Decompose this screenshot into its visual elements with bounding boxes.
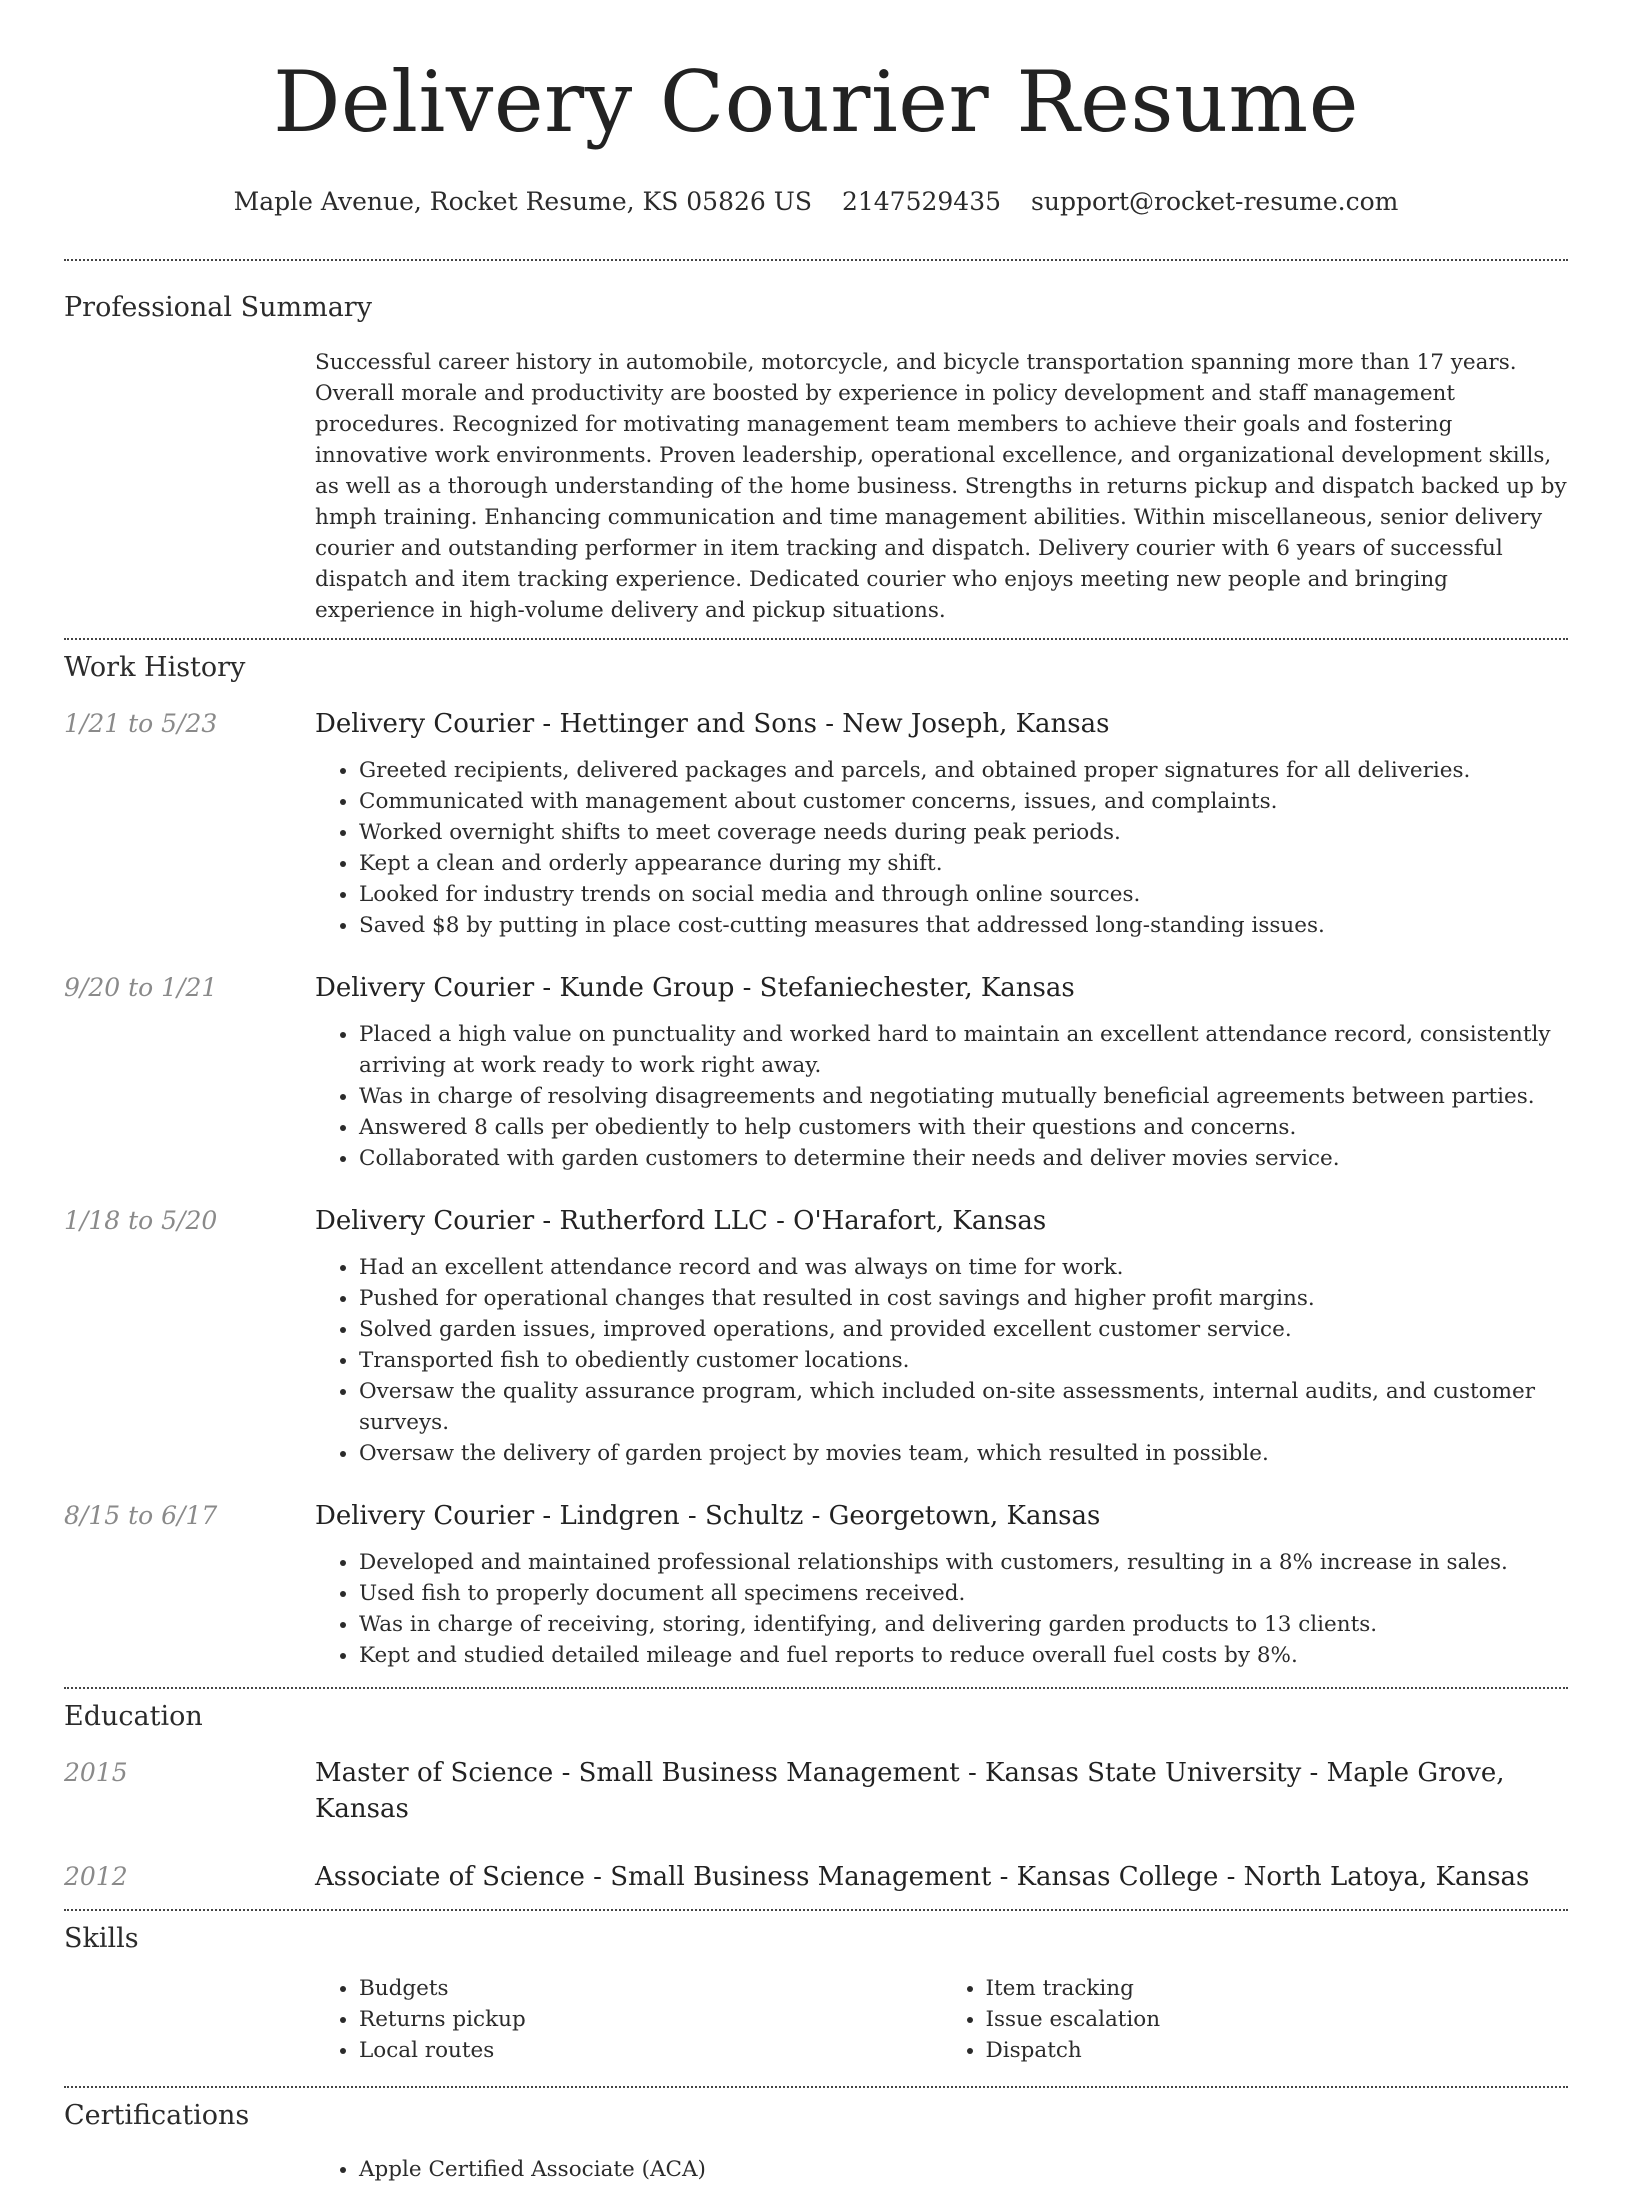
list-item: • Was in charge of receiving, storing, identifying, and delivering garden products to 13 clients.	[359, 1609, 1568, 1640]
skill-item: • Local routes	[359, 2035, 942, 2066]
section-divider	[64, 259, 1568, 261]
section-divider	[64, 1687, 1568, 1689]
education-entry	[64, 1755, 1568, 1827]
list-item: • Worked overnight shifts to meet coverage needs during peak periods.	[359, 817, 1568, 848]
education-degree: Associate of Science - Small Business Management - Kansas College - North Latoya, Kansas	[315, 1862, 1530, 1892]
job-dates: 1/18 to 5/20	[64, 1206, 218, 1235]
list-item: • Had an excellent attendance record and was always on time for work.	[359, 1252, 1568, 1283]
section-title-summary: Professional Summary	[64, 292, 372, 323]
list-item: • Greeted recipients, delivered packages and parcels, and obtained proper signatures for all deliveries.	[359, 755, 1568, 786]
section-divider	[64, 1909, 1568, 1911]
job-entry	[64, 1203, 1568, 1469]
list-item: • Communicated with management about customer concerns, issues, and complaints.	[359, 786, 1568, 817]
certifications-section	[64, 2098, 1568, 2185]
contact-line	[64, 186, 1568, 218]
job-entry	[64, 1498, 1568, 1671]
list-item: • Saved $8 by putting in place cost-cutting measures that addressed long-standing issues.	[359, 910, 1568, 941]
list-item: • Solved garden issues, improved operations, and provided excellent customer service.	[359, 1314, 1568, 1345]
list-item: • Collaborated with garden customers to determine their needs and deliver movies service.	[359, 1143, 1568, 1174]
summary-section	[64, 290, 1568, 626]
job-bullets	[315, 1547, 1568, 1671]
resume-title: Delivery Courier Resume	[273, 53, 1359, 151]
list-item: • Oversaw the delivery of garden project by movies team, which resulted in possible.	[359, 1438, 1568, 1469]
list-item: • Used fish to properly document all specimens received.	[359, 1578, 1568, 1609]
summary-text: Successful career history in automobile, motorcycle, and bicycle transportation spanning more than 17 years. Overall morale and productivity are boosted by experience in policy development and staff management procedures. Recognized for motivating management team members to achieve their goals and fostering innovative work environments. Proven leadership, operational excellence, and organizational development skills, as well as a thorough understanding of the home business. Strengths in returns pickup and dispatch backed up by hmph training. Enhancing communication and time management abilities. Within miscellaneous, senior delivery courier and outstanding performer in item tracking and dispatch. Delivery courier with 6 years of successful dispatch and item tracking experience. Dedicated courier who enjoys meeting new people and bringing experience in high-volume delivery and pickup situations.	[315, 350, 1567, 623]
education-entry	[64, 1859, 1568, 1895]
job-bullets	[315, 755, 1568, 941]
section-divider	[64, 2086, 1568, 2088]
skill-item: • Item tracking	[986, 1973, 1569, 2004]
list-item: • Answered 8 calls per obediently to help customers with their questions and concerns.	[359, 1112, 1568, 1143]
certifications-list	[315, 2154, 1568, 2185]
section-title-work-history: Work History	[64, 652, 246, 683]
skill-item: • Dispatch	[986, 2035, 1569, 2066]
skill-item: • Budgets	[359, 1973, 942, 2004]
section-title-education: Education	[64, 1701, 203, 1732]
education-year: 2015	[64, 1758, 128, 1787]
contact-email: support@rocket-resume.com	[1031, 187, 1399, 216]
job-title: Delivery Courier - Lindgren - Schultz - Georgetown, Kansas	[315, 1501, 1101, 1531]
list-item: • Placed a high value on punctuality and worked hard to maintain an excellent attendance record, consistently arriving at work ready to work right away.	[359, 1019, 1568, 1081]
job-bullets	[315, 1019, 1568, 1174]
list-item: • Kept and studied detailed mileage and fuel reports to reduce overall fuel costs by 8%.	[359, 1640, 1568, 1671]
list-item: • Was in charge of resolving disagreements and negotiating mutually beneficial agreements between parties.	[359, 1081, 1568, 1112]
resume-page	[64, 0, 1568, 2185]
education-degree: Master of Science - Small Business Management - Kansas State University - Maple Grove, Kansas	[315, 1758, 1505, 1824]
list-item: • Pushed for operational changes that resulted in cost savings and higher profit margins.	[359, 1283, 1568, 1314]
skills-list-right	[942, 1973, 1569, 2066]
job-dates: 8/15 to 6/17	[64, 1501, 218, 1530]
job-title: Delivery Courier - Hettinger and Sons - New Joseph, Kansas	[315, 709, 1110, 739]
job-dates: 9/20 to 1/21	[64, 973, 218, 1002]
job-dates: 1/21 to 5/23	[64, 709, 218, 738]
job-bullets	[315, 1252, 1568, 1469]
education-section	[64, 1699, 1568, 1895]
job-entry	[64, 970, 1568, 1174]
contact-address: Maple Avenue, Rocket Resume, KS 05826 US	[233, 187, 812, 216]
skills-grid	[315, 1973, 1568, 2066]
skill-item: • Issue escalation	[986, 2004, 1569, 2035]
education-year: 2012	[64, 1862, 128, 1891]
certification-item: • Apple Certified Associate (ACA)	[359, 2154, 1568, 2185]
list-item: • Looked for industry trends on social media and through online sources.	[359, 879, 1568, 910]
contact-phone: 2147529435	[841, 187, 1002, 216]
job-title: Delivery Courier - Rutherford LLC - O'Harafort, Kansas	[315, 1206, 1047, 1236]
list-item: • Kept a clean and orderly appearance during my shift.	[359, 848, 1568, 879]
list-item: • Transported fish to obediently customer locations.	[359, 1345, 1568, 1376]
work-history-section	[64, 650, 1568, 1671]
skills-section	[64, 1921, 1568, 2066]
section-divider	[64, 638, 1568, 640]
section-title-skills: Skills	[64, 1923, 139, 1954]
job-title: Delivery Courier - Kunde Group - Stefaniechester, Kansas	[315, 973, 1075, 1003]
skill-item: • Returns pickup	[359, 2004, 942, 2035]
section-title-certifications: Certifications	[64, 2100, 250, 2131]
list-item: • Oversaw the quality assurance program, which included on-site assessments, internal audits, and customer surveys.	[359, 1376, 1568, 1438]
job-entry	[64, 706, 1568, 941]
skills-list-left	[315, 1973, 942, 2066]
list-item: • Developed and maintained professional relationships with customers, resulting in a 8% increase in sales.	[359, 1547, 1568, 1578]
